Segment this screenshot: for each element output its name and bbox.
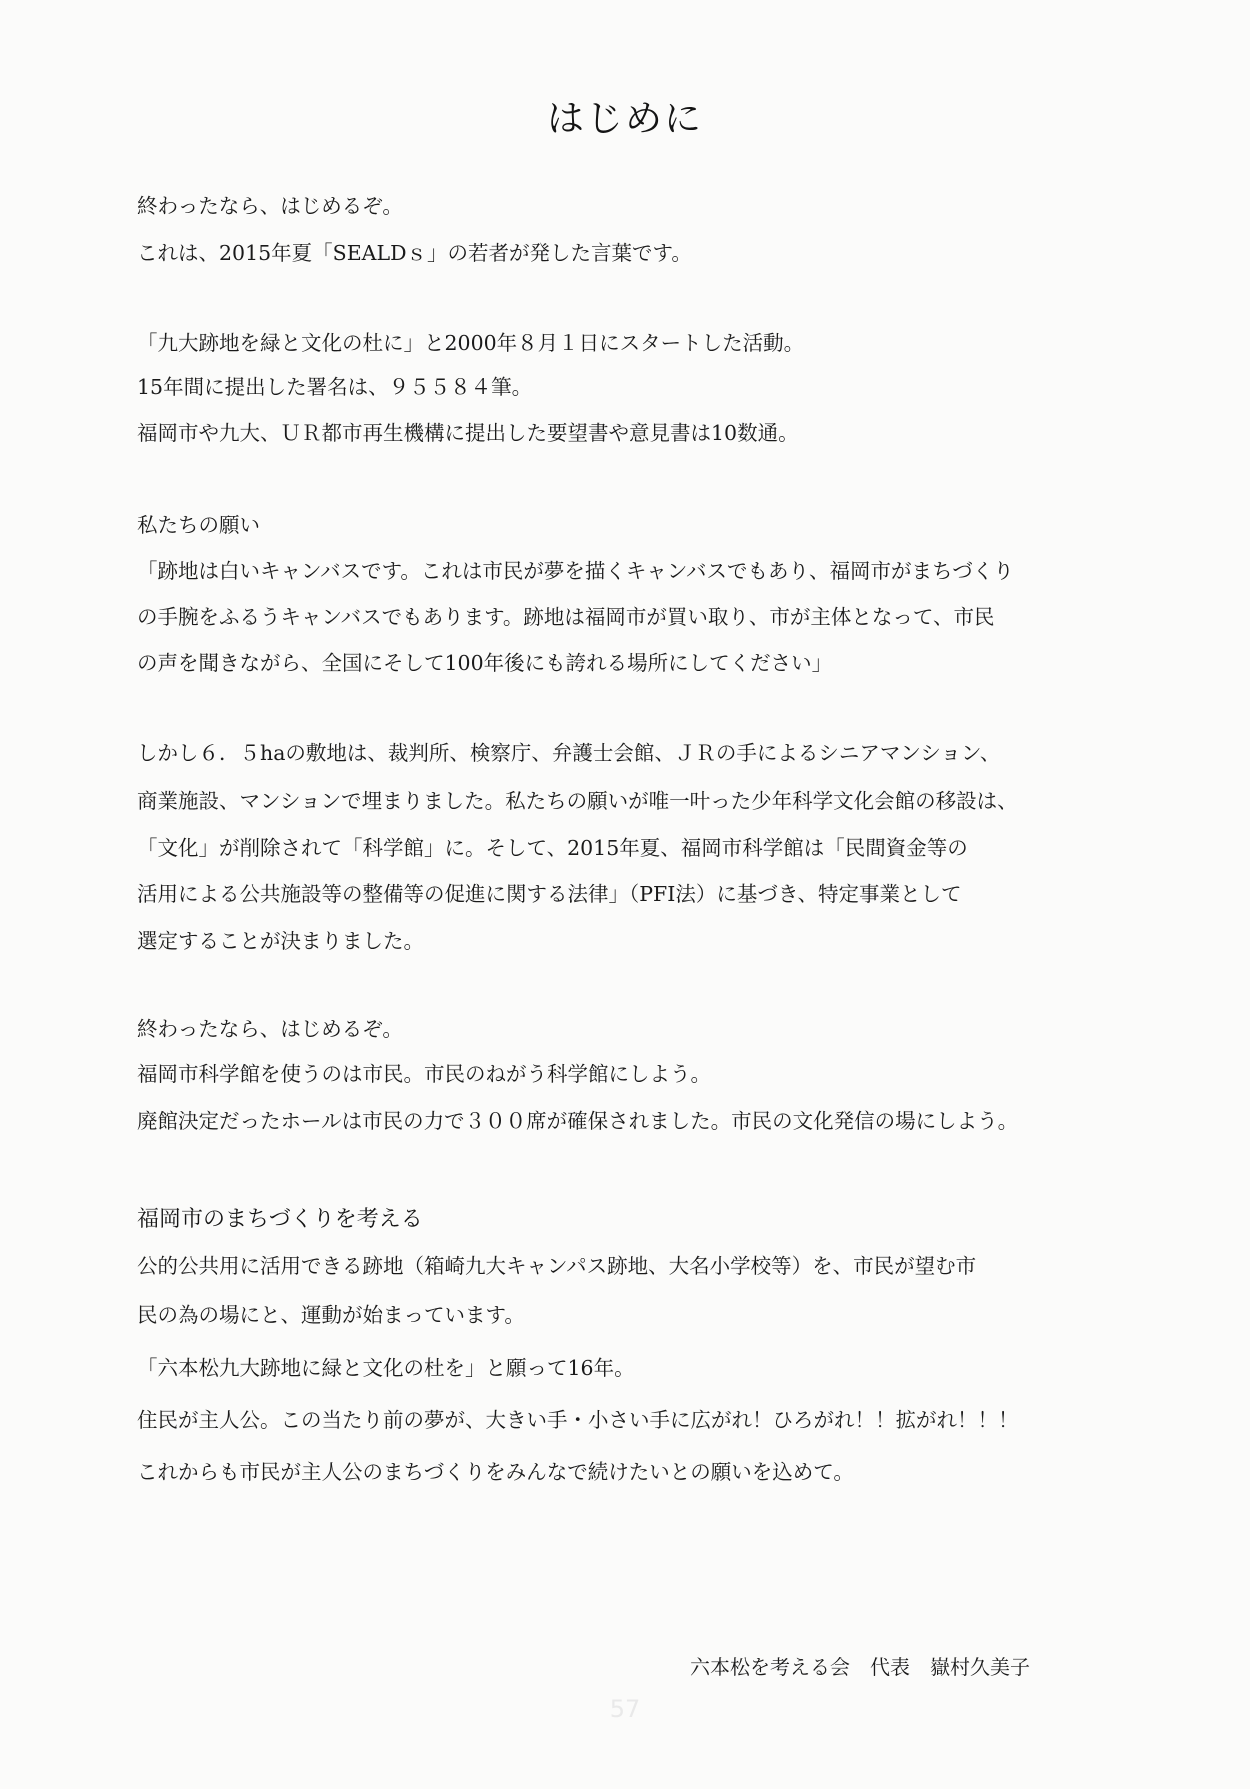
signature: 六本松を考える会 代表 嶽村久美子: [690, 1655, 1030, 1679]
text-line: 「文化」が削除されて「科学館」に。そして、2015年夏、福岡市科学館は「民間資金等の: [137, 836, 968, 860]
text-line: 住民が主人公。この当たり前の夢が、大きい手・小さい手に広がれ！ひろがれ！！拡がれ！！！: [137, 1408, 1019, 1432]
text-line: 福岡市科学館を使うのは市民。市民のねがう科学館にしよう。: [137, 1062, 711, 1086]
text-line: しかし６．５haの敷地は、裁判所、検察庁、弁護士会館、ＪＲの手によるシニアマンション、: [137, 741, 1001, 765]
text-line: 「九大跡地を緑と文化の杜に」と2000年８月１日にスタートした活動。: [137, 331, 805, 355]
page-title: はじめに: [547, 97, 703, 140]
text-line: 公的公共用に活用できる跡地（箱崎九大キャンパス跡地、大名小学校等）を、市民が望む市: [137, 1254, 977, 1278]
text-line: 民の為の場にと、運動が始まっています。: [137, 1303, 525, 1327]
text-line: 終わったなら、はじめるぞ。: [137, 1017, 403, 1041]
text-line: 廃館決定だったホールは市民の力で３００席が確保されました。市民の文化発信の場にしよう。: [137, 1109, 1019, 1133]
text-line: これは、2015年夏「SEALDｓ」の若者が発した言葉です。: [137, 241, 692, 265]
text-line: の声を聞きながら、全国にそして100年後にも誇れる場所にしてください」: [137, 651, 833, 675]
text-line: 「六本松九大跡地に緑と文化の杜を」と願って16年。: [137, 1356, 635, 1380]
text-line: 商業施設、マンションで埋まりました。私たちの願いが唯一叶った少年科学文化会館の移設は、: [137, 789, 1018, 813]
text-line: 福岡市や九大、ＵＲ都市再生機構に提出した要望書や意見書は10数通。: [137, 421, 799, 445]
text-line: 「跡地は白いキャンバスです。これは市民が夢を描くキャンバスでもあり、福岡市がまちづくり: [137, 559, 1014, 583]
page-number: 57: [609, 1695, 641, 1723]
text-line: 15年間に提出した署名は、９５５８４筆。: [137, 375, 533, 399]
text-line: 終わったなら、はじめるぞ。: [137, 194, 403, 218]
text-line: 私たちの願い: [137, 513, 260, 537]
text-line: の手腕をふるうキャンバスでもあります。跡地は福岡市が買い取り、市が主体となって、市民: [137, 605, 995, 629]
text-line: 選定することが決まりました。: [137, 929, 424, 953]
text-line: 活用による公共施設等の整備等の促進に関する法律」（PFI法）に基づき、特定事業として: [137, 882, 962, 906]
text-line: これからも市民が主人公のまちづくりをみんなで続けたいとの願いを込めて。: [137, 1460, 854, 1484]
section-heading: 福岡市のまちづくりを考える: [137, 1207, 423, 1232]
